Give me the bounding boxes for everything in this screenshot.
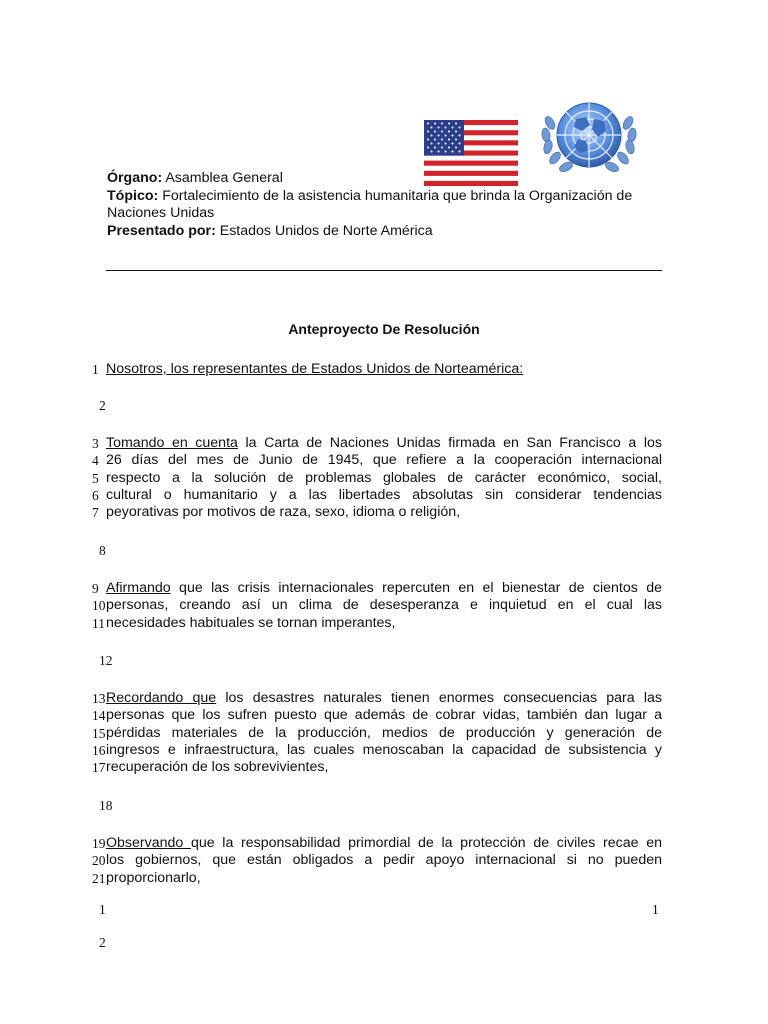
line-text: la Carta de Naciones Unidas firmada en San Francisco a los bbox=[237, 435, 662, 451]
paragraph-19 bbox=[92, 835, 662, 887]
line-number: 5 bbox=[92, 470, 99, 486]
line-number: 11 bbox=[92, 615, 105, 631]
line-number: 12 bbox=[99, 653, 113, 668]
line-number: 18 bbox=[99, 798, 113, 813]
paragraph-1 bbox=[92, 361, 662, 378]
line-number: 2 bbox=[99, 398, 106, 413]
line-number: 3 bbox=[92, 436, 99, 451]
presentado-row bbox=[107, 223, 667, 241]
numbered-line bbox=[92, 852, 662, 869]
presentado-label: Presentado por: bbox=[107, 222, 216, 239]
un-emblem-icon bbox=[538, 97, 640, 177]
line-number: 14 bbox=[92, 708, 106, 724]
numbered-line bbox=[92, 690, 662, 707]
line-number: 6 bbox=[92, 487, 99, 503]
numbered-line bbox=[92, 452, 662, 469]
numbered-line bbox=[92, 759, 662, 776]
line-text: que las crisis internacionales repercuten en el bienestar de cientos de bbox=[170, 580, 662, 596]
header-divider bbox=[106, 270, 662, 271]
next-page-line-number: 2 bbox=[99, 935, 106, 950]
numbered-line bbox=[92, 615, 662, 632]
line-number: 13 bbox=[92, 691, 106, 706]
document-title: Anteproyecto De Resolución bbox=[288, 321, 480, 337]
page-number: 1 bbox=[652, 902, 659, 917]
line-number: 19 bbox=[92, 836, 106, 851]
line-text: que la responsabilidad primordial de la protección de civiles recae en bbox=[190, 835, 662, 851]
line-text: personas que los sufren puesto que además de cobrar vidas, también dan lugar a bbox=[106, 707, 662, 724]
underlined-phrase: Observando bbox=[106, 835, 191, 851]
numbered-line bbox=[92, 470, 662, 487]
line-number: 15 bbox=[92, 725, 106, 741]
topico-row bbox=[107, 188, 667, 223]
numbered-line bbox=[92, 487, 662, 504]
line-text: los desastres naturales tienen enormes consecuencias para las bbox=[216, 690, 662, 706]
line-number: 7 bbox=[92, 505, 99, 521]
underlined-phrase: Nosotros, los representantes de Estados Unidos de Norteamérica: bbox=[106, 361, 524, 377]
paragraph-13 bbox=[92, 690, 662, 776]
underlined-phrase: Afirmando bbox=[106, 580, 171, 596]
line-number: 4 bbox=[92, 453, 99, 469]
line-number: 10 bbox=[92, 598, 106, 614]
numbered-line bbox=[92, 597, 662, 614]
numbered-line bbox=[92, 707, 662, 724]
numbered-line bbox=[92, 835, 662, 852]
numbered-line bbox=[92, 725, 662, 742]
line-text: los gobiernos, que están obligados a pedir apoyo internacional si no pueden bbox=[106, 852, 662, 869]
numbered-line bbox=[92, 742, 662, 759]
topico-value: Fortalecimiento de la asistencia humanitaria que brinda la Organización de Naciones Unidas bbox=[107, 187, 633, 221]
line-text: cultural o humanitario y a las libertades absolutas sin considerar tendencias bbox=[106, 486, 662, 503]
underlined-phrase: Tomando en cuenta bbox=[106, 435, 238, 451]
line-number: 17 bbox=[92, 760, 106, 776]
numbered-line bbox=[92, 504, 662, 521]
line-number: 16 bbox=[92, 742, 106, 758]
line-text: pérdidas materiales de la producción, medios de producción y generación de bbox=[106, 724, 662, 741]
line-text: peyorativas por motivos de raza, sexo, idioma o religión, bbox=[106, 504, 461, 521]
organo-value: Asamblea General bbox=[165, 170, 283, 186]
organo-label: Órgano: bbox=[107, 170, 163, 186]
line-text: personas, creando así un clima de desesperanza e inquietud en el cual las bbox=[106, 597, 662, 614]
topico-label: Tópico: bbox=[107, 187, 159, 204]
numbered-line bbox=[92, 361, 662, 378]
organo-row bbox=[107, 170, 667, 188]
numbered-line bbox=[92, 580, 662, 597]
line-text: proporcionarlo, bbox=[106, 869, 201, 886]
line-number: 21 bbox=[92, 870, 106, 886]
line-number: 1 bbox=[92, 362, 99, 377]
line-number: 9 bbox=[92, 581, 99, 596]
numbered-line bbox=[92, 870, 662, 887]
underlined-phrase: Recordando que bbox=[106, 690, 217, 706]
footer-line-number: 1 bbox=[99, 902, 106, 917]
line-text: ingresos e infraestructura, las cuales menoscaban la capacidad de subsistencia y bbox=[106, 741, 662, 758]
presentado-value: Estados Unidos de Norte América bbox=[219, 222, 433, 239]
numbered-line bbox=[92, 435, 662, 452]
line-number: 8 bbox=[99, 543, 106, 558]
paragraph-9 bbox=[92, 580, 662, 632]
line-text: 26 días del mes de Junio de 1945, que refiere a la cooperación internacional bbox=[106, 452, 662, 469]
document-header bbox=[107, 170, 667, 240]
line-text: recuperación de los sobrevivientes, bbox=[106, 759, 329, 776]
line-text: respecto a la solución de problemas globales de carácter económico, social, bbox=[106, 469, 662, 486]
line-number: 20 bbox=[92, 853, 106, 869]
line-text: necesidades habituales se tornan imperantes, bbox=[106, 614, 396, 631]
paragraph-3 bbox=[92, 435, 662, 521]
